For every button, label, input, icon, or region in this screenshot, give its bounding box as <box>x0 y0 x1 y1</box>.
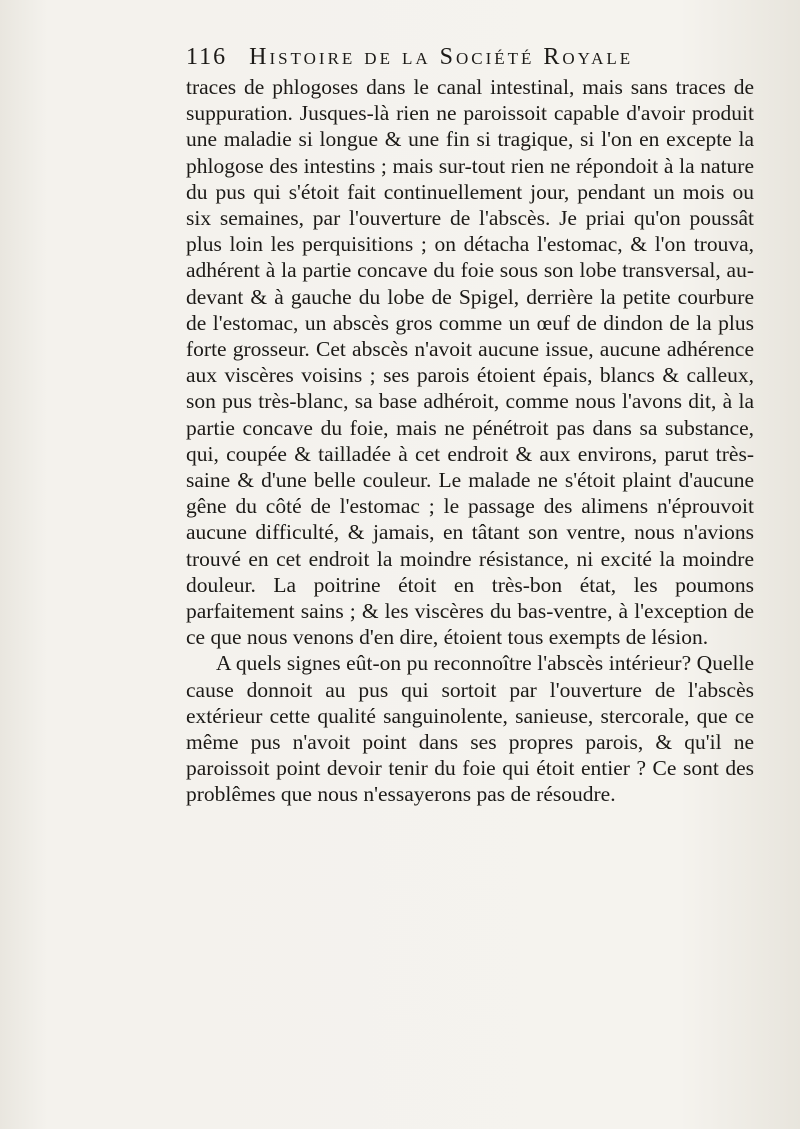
paragraph-1: traces de phlogoses dans le canal intestinal, mais sans traces de suppuration. Jusques-là rien ne paroissoit capable d'avoir produit une maladie si longue & une fin si tragique, si l'on en excepte la phlogose des intestins ; mais sur-tout rien ne répondoit à la nature du pus qui s'étoit fait continuellement jour, pendant un mois ou six semaines, par l'ouverture de l'abscès. Je priai qu'on poussât plus loin les perquisitions ; on détacha l'estomac, & l'on trouva, adhérent à la partie concave du foie sous son lobe transversal, au-devant & à gauche du lobe de Spigel, derrière la petite courbure de l'estomac, un abscès gros comme un œuf de dindon de la plus forte grosseur. Cet abscès n'avoit aucune issue, aucune adhérence aux viscères voisins ; ses parois étoient épais, blancs & calleux, son pus très-blanc, sa base adhéroit, comme nous l'avons dit, à la partie concave du foie, mais ne pénétroit pas dans sa substance, qui, coupée & tailladée à cet endroit & aux environs, parut très-saine & d'une belle couleur. Le malade ne s'étoit plaint d'aucune gêne du côté de l'estomac ; le passage des alimens n'éprouvoit aucune difficulté, & jamais, en tâtant son ventre, nous n'avions trouvé en cet endroit la moindre résistance, ni excité la moindre douleur. La poitrine étoit en très-bon état, les poumons parfaitement sains ; & les viscères du bas-ventre, à l'exception de ce que nous venons d'en dire, étoient tous exempts de lésion. <box>186 75 754 650</box>
paragraph-2: A quels signes eût-on pu reconnoître l'abscès intérieur? Quelle cause donnoit au pus qui sortoit par l'ouverture de l'abscès extérieur cette qualité sanguinolente, sanieuse, stercorale, que ce même pus n'avoit point dans ses propres parois, & qu'il ne paroissoit point devoir tenir du foie qui étoit entier ? Ce sont des problêmes que nous n'essayerons pas de résoudre. <box>186 651 754 807</box>
page-number: 116 <box>186 44 228 70</box>
running-title: Histoire de la Société Royale <box>249 44 634 70</box>
page-header <box>186 44 726 78</box>
body-text <box>186 74 754 808</box>
